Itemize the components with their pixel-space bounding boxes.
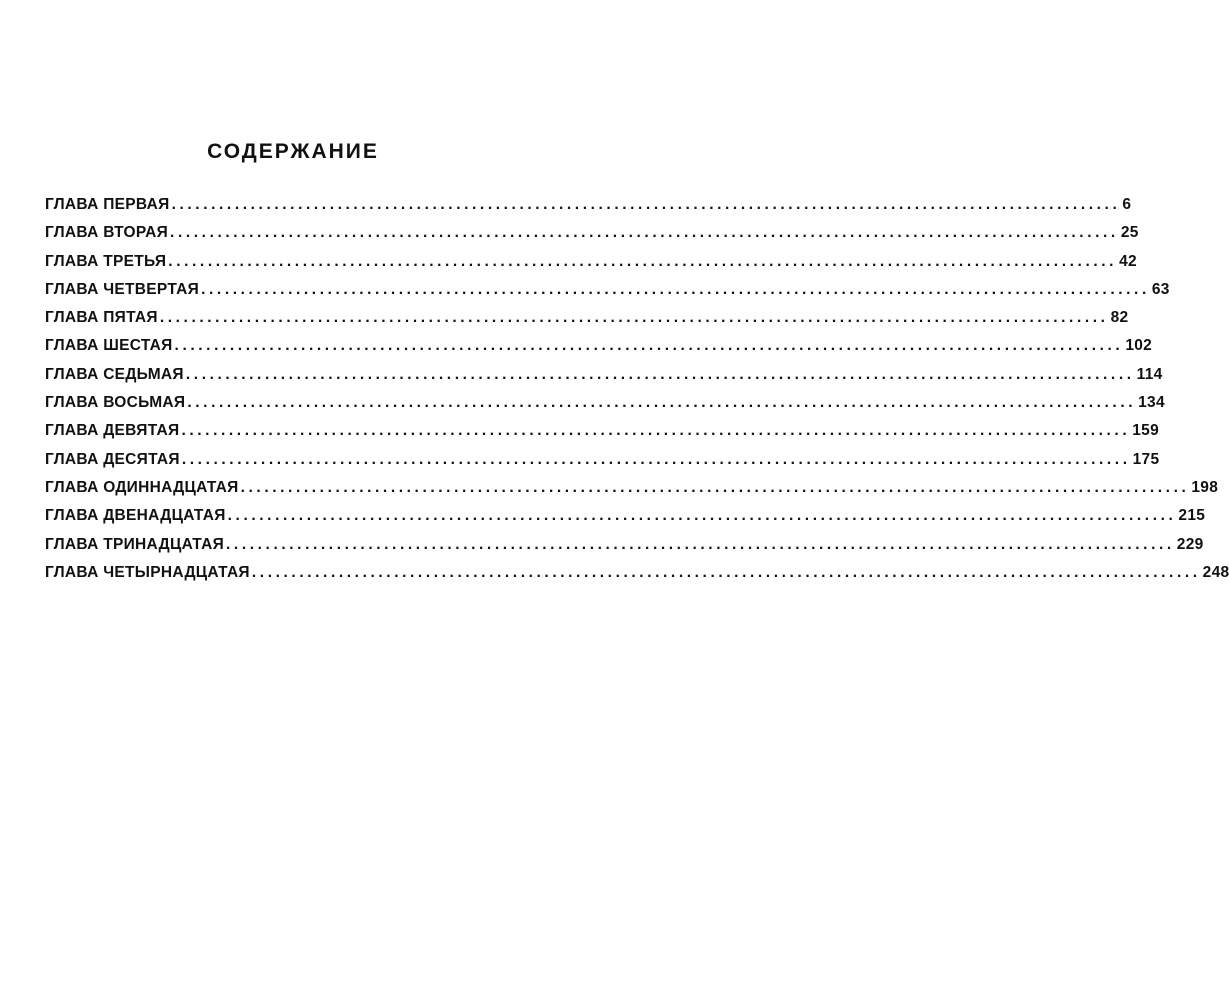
page-number: 248 — [1202, 563, 1229, 581]
chapter-title: ГЛАВА ПЯТАЯ — [45, 309, 158, 327]
toc-entry — [45, 531, 1204, 559]
chapter-title: ГЛАВА ОДИННАДЦАТАЯ — [45, 478, 239, 496]
page-number: 198 — [1191, 478, 1219, 496]
toc-entry — [45, 304, 1129, 332]
page-number: 215 — [1178, 507, 1206, 525]
chapter-title: ГЛАВА ДВЕНАДЦАТАЯ — [45, 507, 226, 525]
page-number: 159 — [1132, 422, 1159, 440]
page-number: 175 — [1132, 450, 1160, 468]
dot-leader: ........................................................................................................................ — [201, 280, 1150, 298]
toc-entry — [45, 276, 1170, 304]
toc-entry — [45, 389, 1165, 417]
chapter-title: ГЛАВА ДЕСЯТАЯ — [45, 450, 180, 468]
chapter-title: ГЛАВА ТРЕТЬЯ — [45, 252, 167, 270]
dot-leader: ........................................................................................................................ — [170, 224, 1119, 242]
dot-leader: ........................................................................................................................ — [174, 337, 1124, 355]
toc-entry — [45, 332, 1153, 360]
dot-leader: ........................................................................................................................ — [251, 563, 1201, 581]
dot-leader: ........................................................................................................................ — [240, 478, 1190, 496]
toc-entry — [45, 559, 1229, 587]
dot-leader: ........................................................................................................................ — [226, 535, 1175, 553]
chapter-title: ГЛАВА ВОСЬМАЯ — [45, 394, 186, 412]
chapter-title: ГЛАВА ШЕСТАЯ — [45, 337, 173, 355]
toc-entry — [45, 248, 1137, 276]
toc-entry — [45, 191, 1132, 219]
toc-entry — [45, 446, 1160, 474]
dot-leader: ........................................................................................................................ — [185, 365, 1135, 383]
toc-entry — [45, 361, 1163, 389]
page-number: 63 — [1151, 280, 1170, 298]
toc-entry — [45, 219, 1139, 247]
chapter-title: ГЛАВА ЧЕТЫРНАДЦАТАЯ — [45, 563, 250, 581]
page-number: 6 — [1122, 196, 1132, 213]
dot-leader: ........................................................................................................................ — [181, 450, 1131, 468]
dot-leader: ........................................................................................................................ — [181, 422, 1131, 440]
toc-list — [45, 191, 1229, 587]
toc-entry — [45, 502, 1206, 530]
chapter-title: ГЛАВА СЕДЬМАЯ — [45, 365, 184, 383]
toc-entry — [45, 474, 1219, 502]
page-title: СОДЕРЖАНИЕ — [207, 140, 379, 163]
toc-entry — [45, 417, 1159, 445]
chapter-title: ГЛАВА ПЕРВАЯ — [45, 196, 170, 213]
page-number: 42 — [1119, 252, 1137, 270]
dot-leader: ........................................................................................................................ — [168, 252, 1118, 270]
chapter-title: ГЛАВА ДЕВЯТАЯ — [45, 422, 180, 440]
page-number: 114 — [1136, 365, 1163, 383]
page-number: 134 — [1138, 394, 1165, 412]
page-number: 25 — [1120, 224, 1139, 242]
page-number: 102 — [1125, 337, 1153, 355]
dot-leader: ........................................................................................................................ — [159, 309, 1109, 327]
chapter-title: ГЛАВА ТРИНАДЦАТАЯ — [45, 535, 225, 553]
dot-leader: ........................................................................................................................ — [171, 196, 1121, 213]
dot-leader: ........................................................................................................................ — [187, 394, 1137, 412]
chapter-title: ГЛАВА ЧЕТВЕРТАЯ — [45, 280, 200, 298]
dot-leader: ........................................................................................................................ — [227, 507, 1177, 525]
page-number: 229 — [1176, 535, 1204, 553]
chapter-title: ГЛАВА ВТОРАЯ — [45, 224, 169, 242]
page-number: 82 — [1110, 309, 1129, 327]
